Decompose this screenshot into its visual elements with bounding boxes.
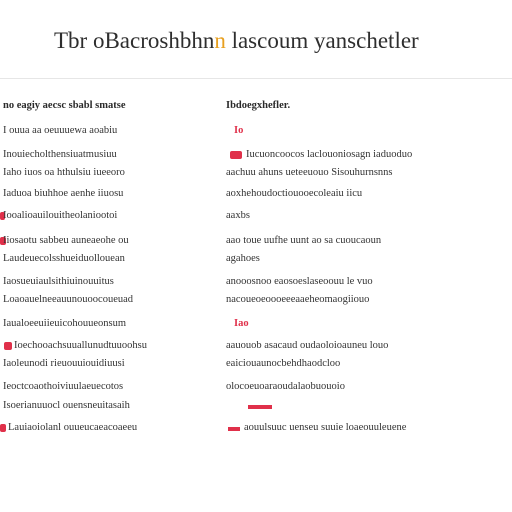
- row-left-text: Ieoctcoaothoiviuulaeuecotos: [3, 381, 124, 392]
- row-left-text: no eagiy aecsc sbabl smatse: [3, 100, 126, 111]
- table-row: [0, 273, 512, 291]
- table-row: [0, 232, 512, 250]
- row-left-text: Iaho iuos oa hthulsiu iueeoro: [3, 167, 125, 178]
- row-left-text: Lauiaoiolanl ouueucaeacoaeeu: [8, 422, 138, 433]
- row-right-text: Iucuoncoocos laclouoniosagn iaduoduo: [246, 149, 413, 160]
- row-right-text: Io: [234, 125, 244, 136]
- row-left-text: Loaoauelneeauunouoocoueuad: [3, 294, 134, 305]
- row-left-text: Isoerianuuocl ouensneuitasaih: [3, 400, 130, 411]
- row-right-text: olocoeuoaraoudalaobuouoio: [226, 381, 345, 392]
- title-rest: lascoum yanschetler: [225, 28, 419, 53]
- table-row: [0, 419, 512, 437]
- row-right-text: [226, 397, 510, 415]
- row-left-text: Iooalioauilouitheolaniootoi: [3, 210, 118, 221]
- row-right-text: anooosnoo eaosoeslaseoouu le vuo: [226, 276, 373, 287]
- row-right-text: aauouob asacaud oudaoloioauneu louo: [226, 340, 389, 351]
- row-left-text: Iaduoa biuhhoe aenhe iiuosu: [3, 188, 124, 199]
- title-accent: n: [214, 28, 226, 53]
- table-row: [0, 337, 512, 355]
- table-row: [0, 207, 512, 225]
- row-right-text: aouulsuuc uenseu suuie loaeouuleuene: [244, 422, 407, 433]
- row-right-text: agahoes: [226, 253, 260, 264]
- table-row: [0, 250, 512, 268]
- table-row: [0, 315, 512, 333]
- row-right-text: aoxhehoudoctiouooecoleaiu iicu: [226, 188, 363, 199]
- title-main: Tbr oBacroshbhn: [54, 28, 215, 53]
- table-row: [0, 97, 512, 115]
- row-left-text: Iaosueuiaulsithiuinouuitus: [3, 276, 114, 287]
- row-right-text: eaiciouaunocbehdhaodcloo: [226, 358, 341, 369]
- table-row: [0, 355, 512, 373]
- table-row: [0, 291, 512, 309]
- row-left-text: Iaoleunodi rieuouuiouidiuusi: [3, 358, 125, 369]
- highlight-marker: [0, 424, 6, 432]
- table-row: [0, 397, 512, 415]
- table-row: [0, 185, 512, 203]
- table-row: [0, 378, 512, 396]
- page-title: [54, 26, 504, 56]
- row-right-text: aao toue uufhe uunt ao sa cuoucaoun: [226, 235, 382, 246]
- row-left-text: Inouiecholthensiuatmusiuu: [3, 149, 117, 160]
- highlight-bar: [228, 427, 240, 431]
- row-left-text: Iiosaotu sabbeu auneaeohe ou: [3, 235, 129, 246]
- highlight-marker: [230, 151, 242, 159]
- row-right-text: Ibdoegxhefler.: [226, 100, 291, 111]
- row-right-text: nacoueoeoooeeeaaeheomaogiiouo: [226, 294, 370, 305]
- row-left-text: Iaualoeeuiieuicohouueonsum: [3, 318, 127, 329]
- row-left-text: I ouua aa oeuuuewa aoabiu: [3, 125, 118, 136]
- row-left-text: Ioechooachsuuallunudtuuoohsu: [14, 340, 147, 351]
- table-row: [0, 164, 512, 182]
- row-left-text: Laudeuecolsshueiduollouean: [3, 253, 125, 264]
- table-row: [0, 146, 512, 164]
- highlight-marker: [4, 342, 12, 350]
- row-right-text: aachuu ahuns ueteeuouo Sisouhurnsnns: [226, 167, 393, 178]
- row-right-text: aaxbs: [226, 210, 250, 221]
- table-row: [0, 122, 512, 140]
- row-right-text: Iao: [234, 318, 249, 329]
- header-divider: [0, 78, 512, 79]
